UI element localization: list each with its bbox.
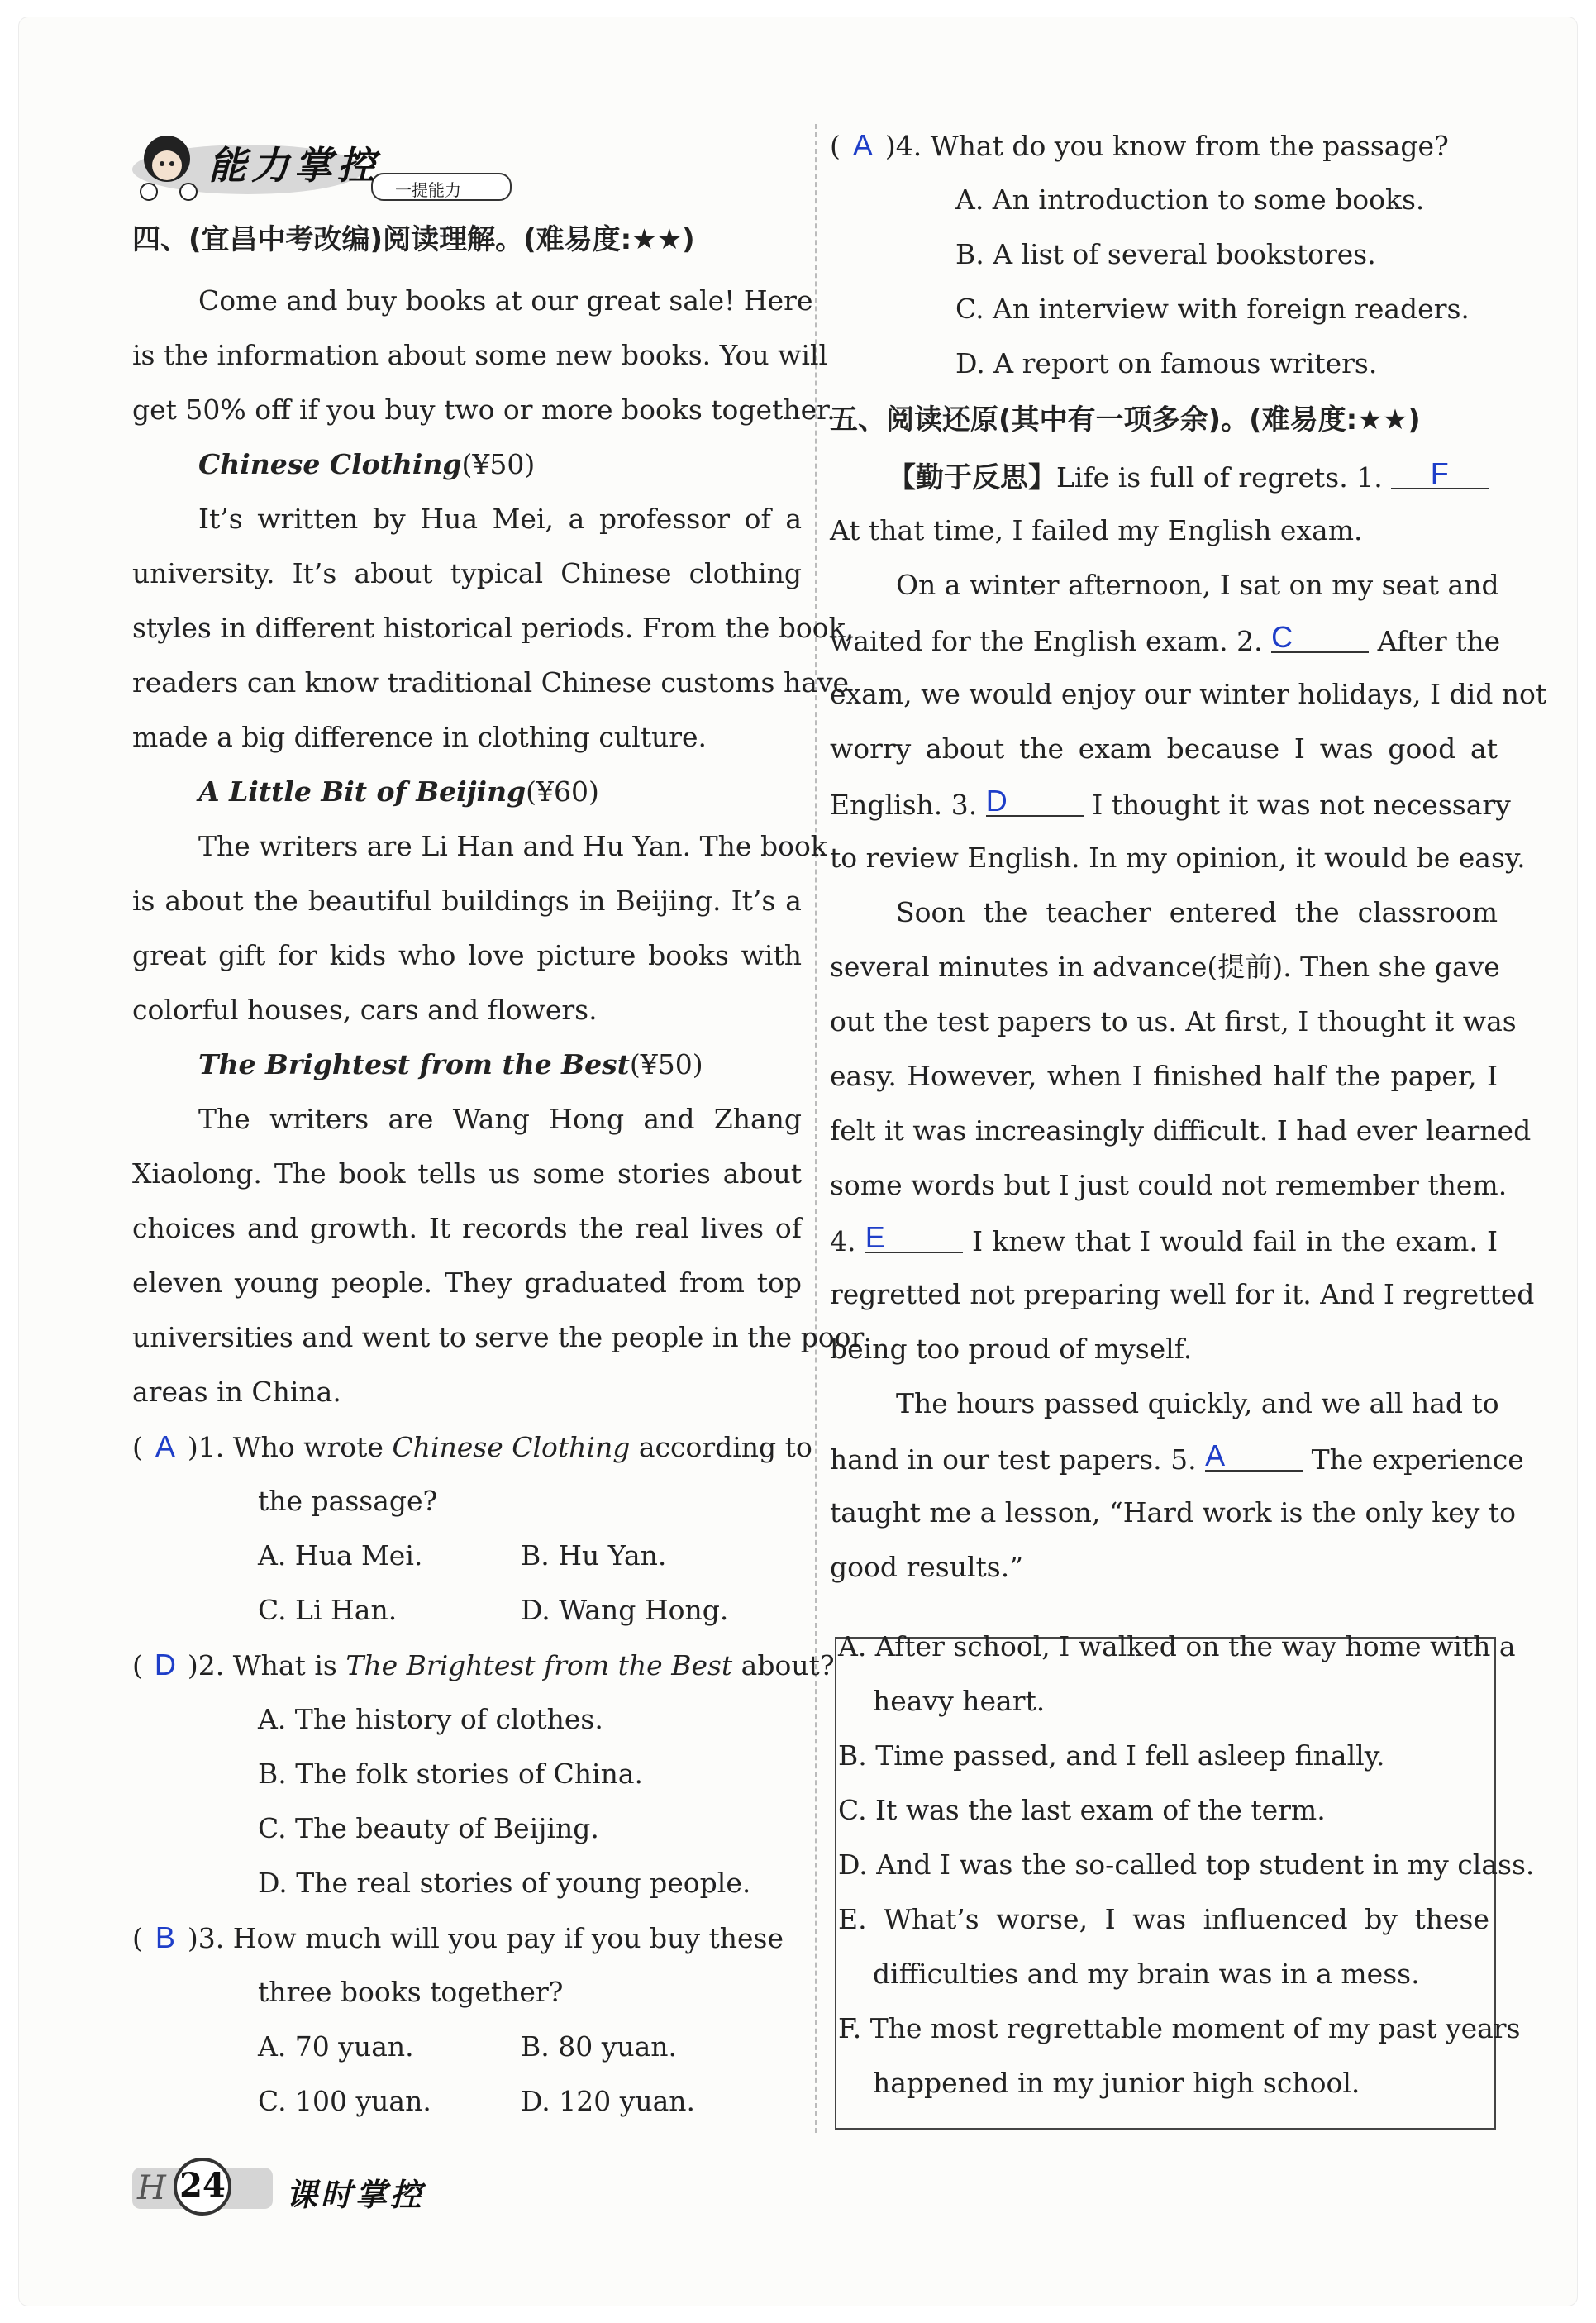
q3-option-a: A. 70 yuan. [258,2030,414,2063]
book2-line: The writers are Li Han and Hu Yan. The book [198,830,827,862]
passage-line: taught me a lesson, “Hard work is the only key to [830,1496,1517,1529]
reflect-tag: 【勤于反思】 [888,461,1056,494]
q4-option-d: D. A report on famous writers. [955,347,1378,379]
passage-line: easy. However, when I finished half the paper, I [830,1060,1498,1092]
q3-option-b: B. 80 yuan. [521,2030,678,2063]
q4-option-a: A. An introduction to some books. [955,184,1425,216]
q3-option-d: D. 120 yuan. [521,2085,696,2117]
passage-line: regretted not preparing well for it. And I regretted [830,1278,1535,1310]
book3-line: areas in China. [132,1376,341,1408]
passage-line: hand in our test papers. 5. A The experience [830,1438,1524,1476]
option-a: A. After school, I walked on the way home with a [838,1630,1516,1662]
question-3-cont: three books together? [258,1976,564,2008]
section4-heading: 四、(宜昌中考改编)阅读理解。(难易度:★★) [132,223,695,256]
passage-line: exam, we would enjoy our winter holidays, I did not [830,678,1547,710]
passage-line: On a winter afternoon, I sat on my seat and [896,569,1499,601]
book3-line: The writers are Wang Hong and Zhang [198,1103,802,1135]
footer-label: 课时掌控 [286,2177,426,2213]
q1-option-b: B. Hu Yan. [521,1539,667,1572]
passage-line: English. 3. D I thought it was not necessary [830,784,1511,821]
question-4: ( A )4. What do you know from the passage? [830,128,1449,162]
passage-line: At that time, I failed my English exam. [830,514,1363,546]
book1-line: made a big difference in clothing culture. [132,721,707,753]
book2-heading [198,775,599,809]
q2-option-b: B. The folk stories of China. [258,1758,644,1790]
blank-1[interactable]: F [1391,460,1489,489]
page-footer [132,2158,446,2219]
book1-title: Chinese Clothing [198,448,462,480]
book3-line: universities and went to serve the people in the poor [132,1321,865,1353]
intro-line: is the information about some new books. You will [132,339,828,371]
q3-option-c: C. 100 yuan. [258,2085,431,2117]
option-c: C. It was the last exam of the term. [838,1794,1326,1826]
badge-title: 能力掌控 [208,143,380,188]
book1-line: university. It’s about typical Chinese clothing [132,557,802,589]
question-3: ( B )3. How much will you pay if you buy these [132,1920,784,1954]
option-e: E. What’s worse, I was influenced by these [838,1903,1489,1935]
answer-2: D [154,1648,176,1681]
q1-option-c: C. Li Han. [258,1594,398,1626]
book1-heading [198,448,535,481]
passage-line-1: 【勤于反思】Life is full of regrets. 1. F [888,460,1489,494]
option-f-cont: happened in my junior high school. [873,2067,1360,2099]
q2-option-d: D. The real stories of young people. [258,1867,751,1899]
book2-title: A Little Bit of Beijing [198,775,526,808]
q2-option-c: C. The beauty of Beijing. [258,1812,599,1844]
intro-line: get 50% off if you buy two or more books together. [132,394,836,426]
book2-line: is about the beautiful buildings in Beijing. It’s a [132,885,802,917]
book1-price: (¥50) [461,448,536,480]
book2-price: (¥60) [526,775,599,808]
book2-line: great gift for kids who love picture books with [132,939,802,971]
option-f: F. The most regrettable moment of my past years [838,2012,1521,2044]
passage-line: to review English. In my opinion, it would be easy. [830,842,1526,874]
passage-line: The hours passed quickly, and we all had to [896,1387,1499,1419]
badge-subtitle: 一提能力 [395,180,461,200]
intro-line: Come and buy books at our great sale! Here [198,284,813,317]
passage-line: waited for the English exam. 2. C After the [830,620,1501,657]
answer-4: A [852,128,873,162]
blank-4[interactable]: E [865,1224,963,1253]
passage-line: some words but I just could not remember them. [830,1169,1508,1201]
passage-line: being too proud of myself. [830,1333,1193,1365]
q1-option-d: D. Wang Hong. [521,1594,729,1626]
section-badge [132,124,512,203]
passage-line: several minutes in advance(提前). Then she gave [830,951,1500,983]
footer-letter: H [137,2169,166,2207]
book2-line: colorful houses, cars and flowers. [132,994,598,1026]
option-d: D. And I was the so-called top student in my class. [838,1848,1535,1881]
passage-line: felt it was increasingly difficult. I had ever learned [830,1114,1532,1147]
book3-title: The Brightest from the Best [198,1048,630,1080]
blank-3[interactable]: D [986,787,1084,817]
book3-line: Xiaolong. The book tells us some stories about [132,1157,802,1190]
book3-line: eleven young people. They graduated from top [132,1266,802,1299]
passage-line: worry about the exam because I was good at [830,732,1498,765]
book1-line: styles in different historical periods. From the book, [132,612,855,644]
book3-line: choices and growth. It records the real lives of [132,1212,802,1244]
passage-line: out the test papers to us. At first, I thought it was [830,1005,1517,1037]
passage-line: good results.” [830,1551,1024,1583]
answer-3: B [155,1920,175,1954]
option-e-cont: difficulties and my brain was in a mess. [873,1958,1420,1990]
option-a-cont: heavy heart. [873,1685,1046,1717]
q1-option-a: A. Hua Mei. [258,1539,423,1572]
book1-line: readers can know traditional Chinese customs have [132,666,850,699]
answer-1: A [155,1429,175,1463]
question-1: ( A )1. Who wrote Chinese Clothing according to [132,1429,812,1463]
passage-line: Soon the teacher entered the classroom [896,896,1498,928]
book3-price: (¥50) [629,1048,703,1080]
passage-line: 4. E I knew that I would fail in the exam. I [830,1220,1498,1257]
blank-2[interactable]: C [1271,623,1369,653]
q4-option-b: B. A list of several bookstores. [955,238,1376,270]
question-1-cont: the passage? [258,1485,438,1517]
book1-line: It’s written by Hua Mei, a professor of a [198,503,802,535]
blank-5[interactable]: A [1205,1442,1303,1472]
option-b: B. Time passed, and I fell asleep finally. [838,1739,1385,1772]
section5-heading: 五、阅读还原(其中有一项多余)。(难易度:★★) [830,403,1421,436]
question-2: ( D )2. What is The Brightest from the Best about? [132,1648,835,1681]
book3-heading [198,1048,703,1081]
page-number: 24 [179,2166,226,2205]
q4-option-c: C. An interview with foreign readers. [955,293,1470,325]
q2-option-a: A. The history of clothes. [258,1703,603,1735]
